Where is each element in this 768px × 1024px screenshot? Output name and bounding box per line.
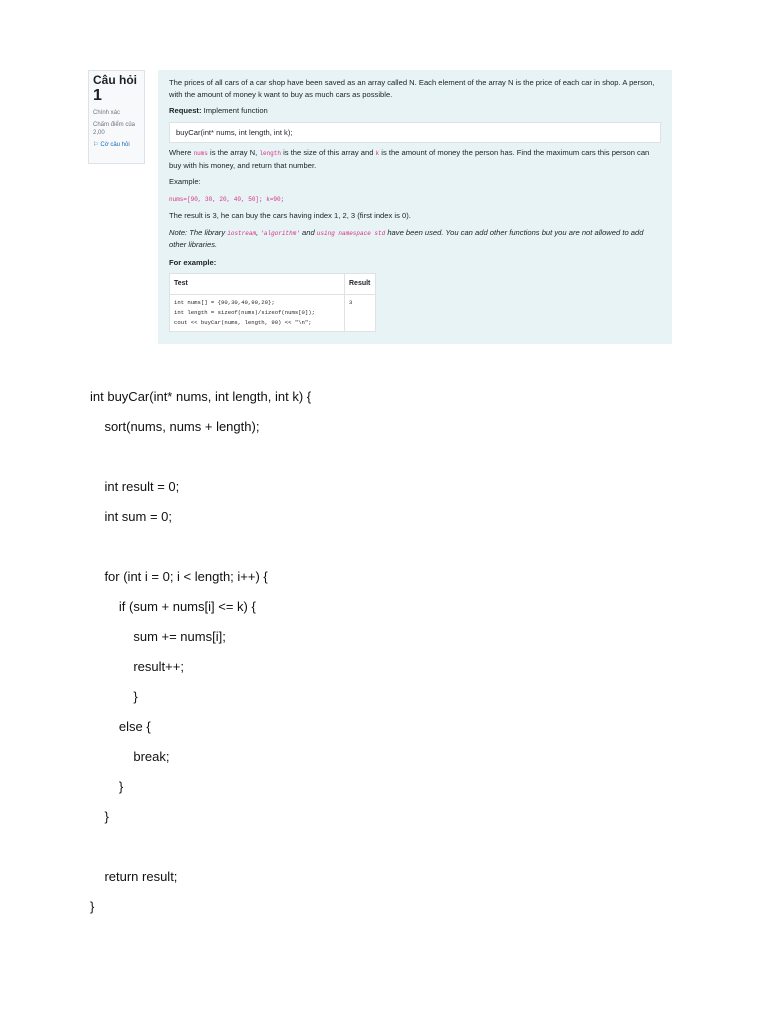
where-text-4: is the amount of money the person has. Find the maximum cars this person can buy with his money, and return that number.	[169, 148, 650, 170]
test-code-line: int length = sizeof(nums)/sizeof(nums[0]);	[174, 309, 315, 316]
function-signature: buyCar(int* nums, int length, int k);	[169, 122, 661, 144]
code-line: break;	[90, 749, 170, 764]
where-description	[169, 147, 661, 171]
code-line: }	[90, 809, 109, 824]
code-length: length	[259, 150, 281, 157]
example-label: Example:	[169, 177, 201, 186]
table-row	[170, 295, 376, 332]
question-number: 1	[93, 87, 102, 104]
request-label: Request:	[169, 106, 202, 115]
code-line: result++;	[90, 659, 184, 674]
code-algorithm: 'algorithm'	[260, 229, 300, 237]
for-example-label: For example:	[169, 257, 217, 267]
code-line: }	[90, 779, 124, 794]
test-code-line: cout << buyCar(nums, length, 90) << "\n";	[174, 319, 312, 326]
request-line	[169, 105, 661, 117]
test-table	[169, 273, 376, 332]
example-code: nums=[90, 30, 20, 40, 50]; k=90;	[169, 195, 285, 203]
code-line: sort(nums, nums + length);	[90, 419, 260, 434]
question-content	[158, 70, 672, 344]
code-line: }	[90, 689, 138, 704]
code-namespace: using namespace std	[316, 229, 386, 237]
code-line: int sum = 0;	[90, 509, 173, 524]
result-header: Result	[345, 274, 376, 295]
code-nums: nums	[193, 150, 208, 157]
question-status: Chính xác	[93, 110, 121, 116]
note-text-4: have been used. You can add other functions but you are not allowed to add other libraries.	[169, 227, 644, 249]
note-text-1: Note: The library	[169, 227, 228, 237]
result-cell: 3	[345, 295, 376, 332]
code-line: int buyCar(int* nums, int length, int k) {	[90, 389, 312, 404]
flag-question-link[interactable]	[93, 141, 140, 149]
where-text-2: is the array N,	[207, 148, 260, 157]
code-k: k	[375, 150, 380, 157]
code-line: }	[90, 899, 95, 914]
code-iostream: iostream	[227, 229, 257, 237]
test-header: Test	[170, 274, 345, 295]
code-line: int result = 0;	[90, 479, 180, 494]
where-text-1: Where	[169, 148, 194, 157]
code-line: for (int i = 0; i < length; i++) {	[90, 569, 268, 584]
note-text-3: and	[299, 227, 317, 237]
code-line: if (sum + nums[i] <= k) {	[90, 599, 256, 614]
question-description: The prices of all cars of a car shop have been saved as an array called N. Each element of the array N is the price of each car in shop. A person, with the amount of money k want to buy as much cars as possible.	[169, 78, 655, 99]
where-text-3: is the size of this array and	[280, 148, 376, 157]
test-code-line: int nums[] = {90,30,40,90,20};	[174, 299, 275, 306]
flag-icon: ⚐	[93, 142, 99, 148]
question-label: Câu hỏi	[93, 73, 137, 87]
code-line: sum += nums[i];	[90, 629, 226, 644]
question-mark: Chấm điểm của 2,00	[93, 122, 136, 136]
code-line: else {	[90, 719, 151, 734]
example-result: The result is 3, he can buy the cars having index 1, 2, 3 (first index is 0).	[169, 211, 411, 220]
test-cell	[170, 295, 345, 332]
question-info-panel	[88, 70, 145, 164]
note-text-2: ,	[256, 227, 261, 237]
code-line: return result;	[90, 869, 178, 884]
flag-question-label: Cờ câu hỏi	[100, 142, 130, 148]
request-text: Implement function	[201, 106, 268, 115]
note-text	[169, 227, 661, 251]
